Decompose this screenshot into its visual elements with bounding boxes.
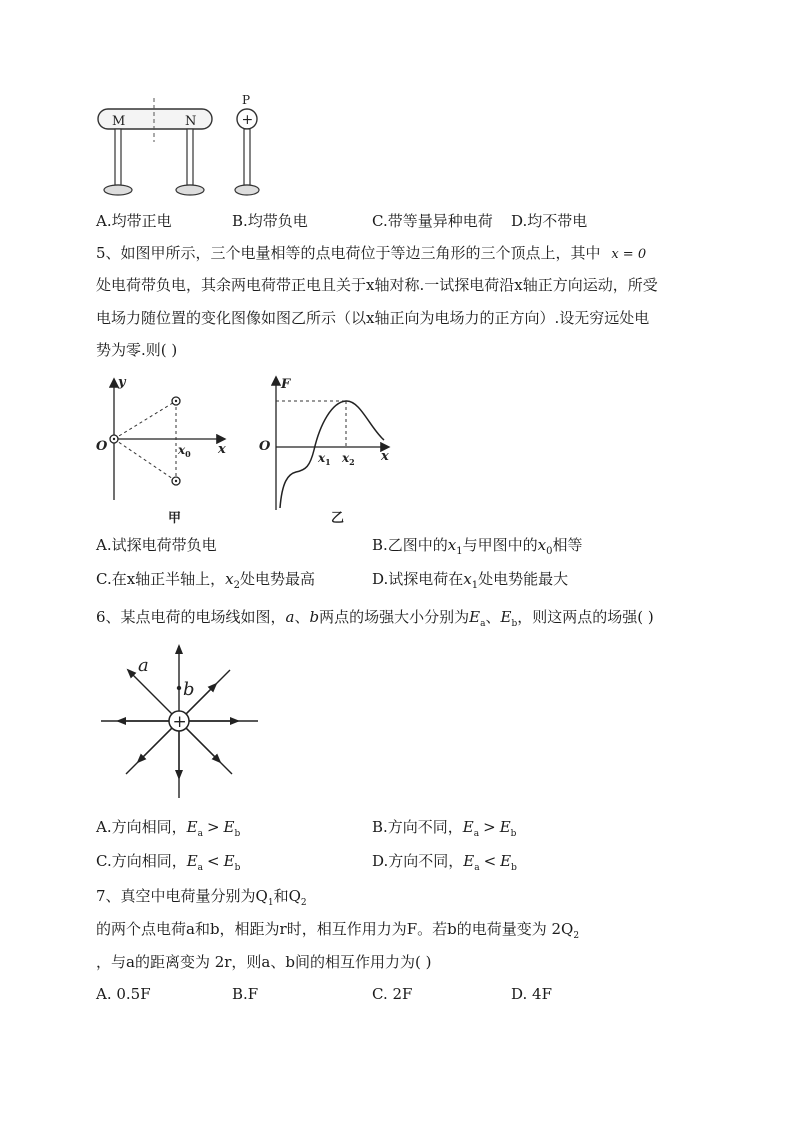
q6-option-a-ea: E [186, 818, 198, 836]
yi-force-curve [280, 401, 384, 508]
q6-option-d-ea: E [463, 852, 475, 870]
q5-option-b-x1-sub: 1 [456, 546, 463, 557]
q5-line-1-math: x = 0 [611, 247, 647, 262]
figure-yi [256, 370, 396, 528]
field-line-downright-arrow [186, 728, 220, 762]
q5-option-c-post: 处电势最高 [240, 570, 316, 588]
field-line-downleft-arrow [138, 728, 172, 762]
jia-charge-upper-dot [175, 400, 177, 402]
q6-option-c-eb: E [223, 852, 235, 870]
label-p: P [242, 93, 251, 107]
q5-option-a: A.试探电荷带负电 [96, 536, 217, 554]
q7-option-b: B.F [232, 985, 259, 1003]
q6-option-d-eb-sub: b [511, 863, 517, 873]
q5-line-3: 电场力随位置的变化图像如图乙所示（以x轴正向为电场力的正方向）.设无穷远处电 [96, 309, 650, 327]
jia-x-label: x [218, 442, 226, 457]
yi-origin-label: O [259, 439, 271, 454]
yi-x2-label: $x_2$ [342, 451, 355, 467]
q6-line-1-post: ，则这两点的场强( ) [517, 608, 654, 626]
q5-option-c [96, 569, 315, 596]
q6-option-d-pre: D.方向不同， [372, 852, 464, 870]
yi-x-label: x [381, 449, 389, 464]
q6-option-d-ea-sub: a [474, 863, 480, 873]
apparatus-figure [90, 92, 280, 204]
jia-caption: 甲 [168, 511, 182, 526]
q7-line-2 [96, 919, 579, 946]
q5-option-c-x2: x [225, 570, 234, 588]
q7-option-c: C. 2F [372, 985, 413, 1003]
q7-line-1 [96, 886, 307, 913]
q6-option-b-ea-sub: a [473, 829, 480, 839]
q5-option-b-x1: x [447, 536, 457, 554]
q7-q2-sub: 2 [300, 898, 307, 908]
jia-charge-origin-dot [113, 438, 115, 440]
q5-option-d [372, 569, 568, 596]
q5-option-d-post: 处电势能最大 [478, 570, 569, 588]
q6-option-d [372, 851, 517, 878]
q5-option-d-x1: x [463, 570, 472, 588]
yi-caption: 乙 [331, 511, 345, 526]
q6-option-a-ea-sub: a [197, 829, 203, 839]
q5-option-d-x1-sub: 1 [471, 580, 479, 591]
q6-option-c-ea-sub: a [197, 863, 204, 873]
q5-line-4: 势为零.则( ) [96, 341, 178, 359]
q6-option-b-eb: E [499, 818, 511, 836]
q7-line-2-text: 的两个点电荷a和b，相距为r时，相互作用力为F。若b的电荷量变为 2Q [96, 920, 574, 938]
q6-line-1-mid: 两点的场强大小分别为 [319, 608, 470, 626]
base-p [235, 185, 259, 195]
point-a-label: a [138, 655, 149, 676]
jia-y-label: y [118, 375, 126, 390]
jia-charge-lower-dot [175, 480, 177, 482]
q7-option-d: D. 4F [511, 985, 552, 1003]
field-line-figure [98, 640, 263, 802]
q6-ea-sub: a [480, 619, 486, 629]
jia-upper-dash [114, 401, 176, 439]
q6-eb: E [500, 608, 512, 626]
figure-jia [92, 370, 237, 528]
q6-option-a-pre: A.方向相同， [96, 818, 187, 836]
jia-x0-label: $x_0$ [178, 443, 191, 459]
q7-line-1-text: 7、真空中电荷量分别为Q [96, 887, 268, 905]
jia-origin-label: O [96, 439, 108, 454]
q7-option-a: A. 0.5F [96, 985, 151, 1003]
q5-option-b-mid: 与甲图中的 [462, 536, 538, 554]
base-left [104, 185, 132, 195]
q4-option-a: A.均带正电 [96, 212, 172, 230]
point-b-dot [177, 686, 181, 690]
stand-right [187, 129, 193, 185]
q6-option-b-eb-sub: b [510, 829, 517, 839]
q6-option-a-op: > [206, 818, 220, 836]
q6-option-b-pre: B.方向不同， [372, 818, 463, 836]
q6-line-1: 6、某点电荷的电场线如图，a、b两点的场强大小分别为$E_a$、$E_b$，则这两点的场强( ) [96, 608, 654, 629]
q6-option-b-ea: E [462, 818, 474, 836]
q5-line-1 [96, 243, 646, 265]
q4-option-d: D.均不带电 [511, 212, 588, 230]
point-b-label: b [183, 679, 195, 700]
q6-option-c-ea: E [186, 852, 198, 870]
q6-option-c-eb-sub: b [234, 863, 241, 873]
q4-option-b: B.均带负电 [232, 212, 308, 230]
q5-option-b [372, 535, 583, 562]
q7-q1-sub: 1 [267, 898, 274, 908]
point-charge-plus: + [172, 712, 187, 732]
q6-option-a-eb: E [223, 818, 235, 836]
q6-point-a: a [285, 608, 295, 626]
q5-line-2: 处电荷带负电，其余两电荷带正电且关于x轴对称.一试探电荷沿x轴正方向运动，所受 [96, 276, 658, 294]
q6-line-1-pre: 6、某点电荷的电场线如图， [96, 608, 286, 626]
label-n: N [185, 114, 197, 129]
jia-lower-dash [114, 439, 176, 481]
q6-option-d-eb: E [500, 852, 512, 870]
q6-option-c-pre: C.方向相同， [96, 852, 187, 870]
q5-option-b-x0-sub: 0 [546, 546, 553, 557]
yi-f-label: F [281, 377, 291, 392]
q6-point-b: b [309, 608, 320, 626]
q6-eb-sub: b [511, 619, 518, 629]
q5-option-c-pre: C.在x轴正半轴上， [96, 570, 226, 588]
q6-option-c [96, 851, 240, 878]
label-m: M [112, 114, 126, 129]
q6-option-d-op: < [483, 852, 497, 870]
q6-option-b-op: > [483, 818, 496, 836]
stand-left [115, 129, 121, 185]
q6-option-c-op: < [207, 852, 220, 870]
field-line-upleft [128, 670, 172, 714]
q6-option-a [96, 817, 240, 844]
q5-line-1-text: 5、如图甲所示，三个电量相等的点电荷位于等边三角形的三个顶点上，其中 [96, 244, 601, 262]
q7-and-q2: 和Q [273, 887, 301, 905]
q7-line-2-q2-sub: 2 [573, 931, 580, 941]
q7-line-3: ，与a的距离变为 2r，则a、b间的相互作用力为( ) [96, 953, 432, 971]
q5-option-b-post: 相等 [552, 536, 583, 554]
q6-ea: E [469, 608, 481, 626]
q5-option-b-x0: x [537, 536, 547, 554]
charge-p-plus: + [241, 112, 254, 128]
stand-p [244, 129, 250, 185]
q5-option-b-pre: B.乙图中的 [372, 536, 448, 554]
q6-option-a-eb-sub: b [234, 829, 241, 839]
q4-option-c: C.带等量异种电荷 [372, 212, 493, 230]
q6-option-b [372, 817, 516, 844]
q5-option-d-pre: D.试探电荷在 [372, 570, 464, 588]
base-right [176, 185, 204, 195]
yi-x1-label: $x_1$ [318, 451, 331, 467]
q5-option-c-x2-sub: 2 [233, 580, 241, 591]
